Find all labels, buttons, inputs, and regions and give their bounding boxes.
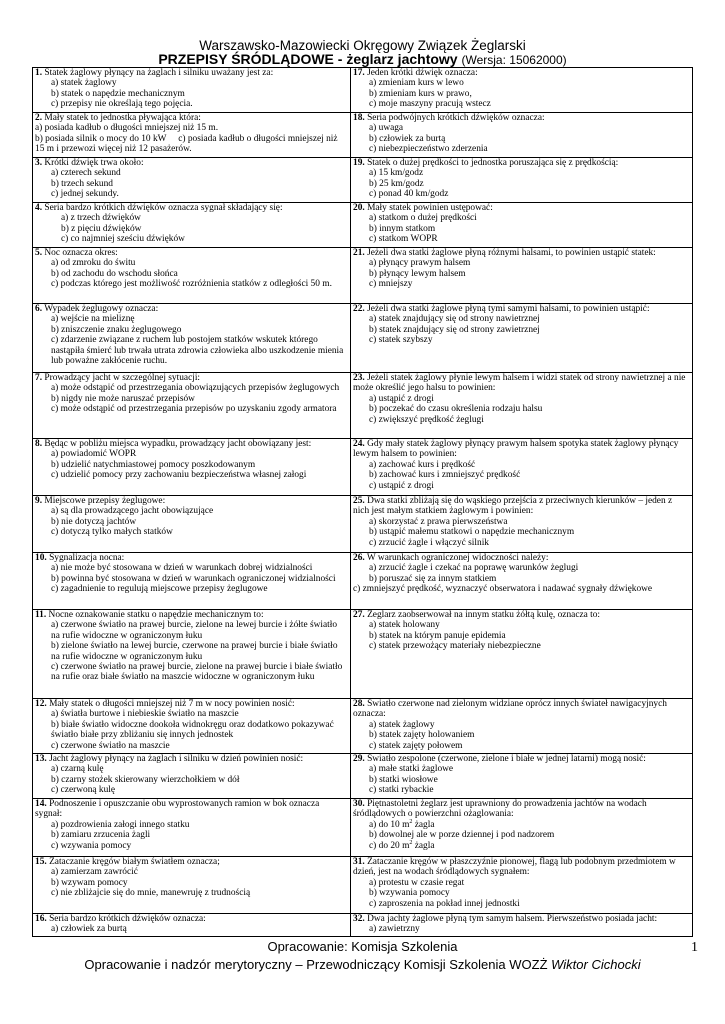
question-cell: 10. Sygnalizacja nocna: a) nie może być stosowana w dzień w warunkach dobrej widzialności b) powinna być stosowana w dzień w warunkach ograniczonej widzialności c) zagadnienie to regulują miejscowe przepisy żeglugowe — [33, 553, 351, 610]
question-cell: 4. Seria bardzo krótkich dźwięków oznacza sygnał składający się: a) z trzech dźwięków b) z pięciu dźwięków c) co najmniej sześciu dźwięków — [33, 203, 351, 248]
org-name: Warszawsko-Mazowiecki Okręgowy Związek Żeglarski — [199, 38, 526, 53]
question-cell: 16. Seria bardzo krótkich dźwięków oznacza: a) człowiek za burtą — [33, 914, 351, 937]
question-cell: 31. Zataczanie kręgów w płaszczyźnie pionowej, flagą lub podobnym przedmiotem w dzień, jest na wodach śródlądowych sygnałem: a) protestu w czasie regat b) wzywania pomocy c) zaproszenia na pokład innej jednostki — [351, 857, 693, 914]
question-cell: 20. Mały statek powinien ustępować: a) statkom o dużej prędkości b) innym statkom c) statkom WOPR — [351, 203, 693, 248]
question-cell: 32. Dwa jachty żaglowe płyną tym samym halsem. Pierwszeństwo posiada jacht: a) zawietrzny — [351, 914, 693, 937]
question-cell: 3. Krótki dźwięk trwa około: a) czterech sekund b) trzech sekund c) jednej sekundy. — [33, 158, 351, 203]
page-number: 1 — [691, 940, 698, 955]
question-cell: 7. Prowadzący jacht w szczególnej sytuacji: a) może odstąpić od przestrzegania obowiązujących przepisów żeglugowych b) nigdy nie może naruszać przepisów c) może odstąpić od przestrzegania przepisów po uzyskaniu zgody armatora — [33, 373, 351, 439]
question-cell: 25. Dwa statki zbliżają się do wąskiego przejścia z przeciwnych kierunków – jeden z nich jest małym statkiem żaglowym i powinien: a) skorzystać z prawa pierwszeństwa b) ustąpić małemu statkowi o napędzie mechanicznym c) zrzucić żagle i włączyć silnik — [351, 496, 693, 553]
question-cell: 27. Żeglarz zaobserwował na innym statku żółtą kulę, oznacza to: a) statek holowany b) statek na którym panuje epidemia c) statek przewożący materiały niebezpieczne — [351, 610, 693, 699]
question-cell: 2. Mały statek to jednostka pływająca która: a) posiada kadłub o długości mniejszej niż 15 m. b) posiada silnik o mocy do 10 kW c) posiada kadłub o długości mniejszej niż 15 m i przewozi więcej niż 12 pasażerów. — [33, 113, 351, 158]
question-cell: 26. W warunkach ograniczonej widoczności należy: a) zrzucić żagle i czekać na poprawę warunków żeglugi b) poruszać się za innym statkiem c) zmniejszyć prędkość, wyznaczyć obserwatora i nadawać sygnały dźwiękowe — [351, 553, 693, 610]
question-cell: 19. Statek o dużej prędkości to jednostka poruszająca się z prędkością: a) 15 km/godz b) 25 km/godz c) ponad 40 km/godz — [351, 158, 693, 203]
question-cell: 9. Miejscowe przepisy żeglugowe: a) są dla prowadzącego jacht obowiązujące b) nie dotyczą jachtów c) dotyczą tylko małych statków — [33, 496, 351, 553]
question-cell: 24. Gdy mały statek żaglowy płynący prawym halsem spotyka statek żaglowy płynący lewym halsem to powinien: a) zachować kurs i prędkość b) zachować kurs i zmniejszyć prędkość c) ustąpić z drogi — [351, 439, 693, 496]
footer-credit: Opracowanie: Komisja Szkolenia — [267, 939, 458, 954]
question-cell: 12. Mały statek o długości mniejszej niż 7 m w nocy powinien nosić: a) światła burtowe i niebieskie światło na maszcie b) białe światło widoczne dookoła widnokręgu oraz dodatkowo pokazywać światło białe przy zbliżaniu się innych jednostek c) czerwone światło na maszcie — [33, 699, 351, 754]
question-cell: 6. Wypadek żeglugowy oznacza: a) wejście na mieliznę b) zniszczenie znaku żeglugowego c) zdarzenie związane z ruchem lub postojem statków wskutek którego nastąpiła śmierć lub trwała utrata zdrowia człowieka albo uszkodzenie mienia lub poważne zakłócenie ruchu. — [33, 304, 351, 373]
question-cell: 29. Światło zespolone (czerwone, zielone i białe w jednej latarni) mogą nosić: a) małe statki żaglowe b) statki wiosłowe c) statki rybackie — [351, 754, 693, 799]
question-cell: 23. Jeżeli statek żaglowy płynie lewym halsem i widzi statek od strony nawietrznej a nie może określić jego halsu to powinien: a) ustąpić z drogi b) poczekać do czasu określenia rodzaju halsu c) zwiększyć prędkość żeglugi — [351, 373, 693, 439]
question-cell: 14. Podnoszenie i opuszczanie obu wyprostowanych ramion w bok oznacza sygnał: a) pozdrowienia załogi innego statku b) zamiaru zrzucenia żagli c) wzywania pomocy — [33, 799, 351, 857]
questions-table — [32, 67, 693, 937]
question-cell: 17. Jeden krótki dźwięk oznacza: a) zmieniam kurs w lewo b) zmieniam kurs w prawo, c) moje maszyny pracują wstecz — [351, 68, 693, 113]
question-cell: 22. Jeżeli dwa statki żaglowe płyną tymi samymi halsami, to powinien ustąpić: a) statek znajdujący się od strony nawietrznej b) statek znajdujący się od strony zawietrznej c) statek szybszy — [351, 304, 693, 373]
question-cell: 30. Piętnastoletni żeglarz jest uprawniony do prowadzenia jachtów na wodach śródlądowych o powierzchni ożaglowania: a) do 10 $m^2$ żagla b) dowolnej ale w porze dziennej i pod nadzorem c) do 20 $m^2$ żagla — [351, 799, 693, 857]
footer-supervision: Opracowanie i nadzór merytoryczny – Przewodniczący Komisji Szkolenia WOZŻ Wiktor Cichocki — [84, 957, 641, 972]
question-cell: 28. Światło czerwone nad zielonym widziane oprócz innych świateł nawigacyjnych oznacza: a) statek żaglowy b) statek zajęty holowaniem c) statek zajęty połowem — [351, 699, 693, 754]
version-text: (Wersja: 15062000) — [461, 53, 567, 67]
question-cell: 15. Zataczanie kręgów białym światłem oznacza; a) zamierzam zawrócić b) wzywam pomocy c) nie zbliżajcie się do mnie, manewruję z trudnością — [33, 857, 351, 914]
title-text: PRZEPISY ŚRÓDLĄDOWE - żeglarz jachtowy — [158, 51, 458, 67]
question-cell: 8. Będąc w pobliżu miejsca wypadku, prowadzący jacht obowiązany jest: a) powiadomić WOPR b) udzielić natychmiastowej pomocy poszkodowanym c) udzielić pomocy przy zachowaniu bezpieczeństwa własnej załogi — [33, 439, 351, 496]
question-cell: 1. Statek żaglowy płynący na żaglach i silniku uważany jest za: a) statek żaglowy b) statek o napędzie mechanicznym c) przepisy nie określają tego pojęcia. — [33, 68, 351, 113]
author-name: Wiktor Cichocki — [551, 957, 641, 972]
question-cell: 11. Nocne oznakowanie statku o napędzie mechanicznym to: a) czerwone światło na prawej burcie, zielone na lewej burcie i żółte światło na rufie widoczne w ograniczonym łuku b) zielone światło na lewej burcie, czerwone na prawej burcie i białe światło na rufie widoczne w ograniczonym łuku c) czerwone światło na prawej burcie, zielone na prawej burcie i białe światło na rufie oraz białe światło na maszcie widoczne w ograniczonym łuku — [33, 610, 351, 699]
question-cell: 5. Noc oznacza okres: a) od zmroku do świtu b) od zachodu do wschodu słońca c) podczas którego jest możliwość rozróżnienia statków z odległości 50 m. — [33, 248, 351, 304]
question-cell: 13. Jacht żaglowy płynący na żaglach i silniku w dzień powinien nosić: a) czarną kulę b) czarny stożek skierowany wierzchołkiem w dół c) czerwoną kulę — [33, 754, 351, 799]
question-cell: 21. Jeżeli dwa statki żaglowe płyną różnymi halsami, to powinien ustąpić statek: a) płynący prawym halsem b) płynący lewym halsem c) mniejszy — [351, 248, 693, 304]
question-cell: 18. Seria podwójnych krótkich dźwięków oznacza: a) uwaga b) człowiek za burtą c) niebezpieczeństwo zderzenia — [351, 113, 693, 158]
